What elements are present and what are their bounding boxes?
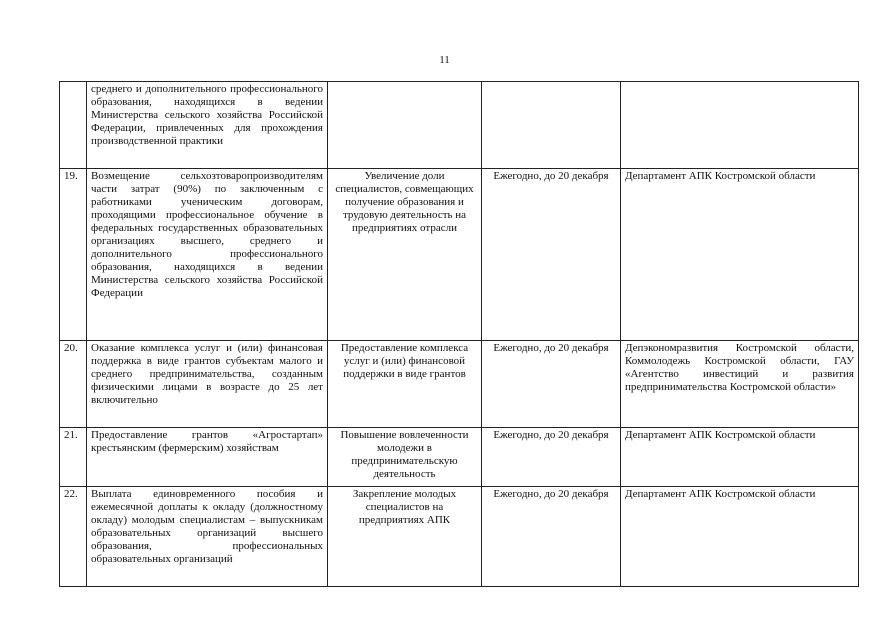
activity-cell: Выплата единовременного пособия и ежемесячной доплаты к окладу (должностному окладу) молодым специалистам – выпускникам образовательных организаций высшего образования, профессиональных образовательных организаций	[87, 487, 328, 587]
result-cell: Предоставление комплекса услуг и (или) финансовой поддержки в виде грантов	[328, 341, 482, 428]
deadline-cell: Ежегодно, до 20 декабря	[482, 487, 621, 587]
result-cell: Увеличение доли специалистов, совмещающих получение образования и трудовую деятельность на предприятиях отрасли	[328, 169, 482, 341]
executor-cell	[621, 82, 859, 169]
executor-cell: Департамент АПК Костромской области	[621, 487, 859, 587]
row-number	[60, 82, 87, 169]
result-cell: Повышение вовлеченности молодежи в предпринимательскую деятельность	[328, 428, 482, 487]
table-row	[60, 82, 859, 169]
row-number: 20.	[60, 341, 87, 428]
table-row	[60, 487, 859, 587]
result-cell: Закрепление молодых специалистов на предприятиях АПК	[328, 487, 482, 587]
deadline-cell: Ежегодно, до 20 декабря	[482, 428, 621, 487]
deadline-cell	[482, 82, 621, 169]
executor-cell: Депэкономразвития Костромской области, Коммолодежь Костромской области, ГАУ «Агентство инвестиций и развития предпринимательства Костромской области»	[621, 341, 859, 428]
executor-cell: Департамент АПК Костромской области	[621, 428, 859, 487]
activity-cell: Возмещение сельхозтоваропроизводителям части затрат (90%) по заключенным с работниками ученическим договорам, проходящими профессиональное обучение в федеральных государственных образовательных организациях высшего, среднего и дополнительного профессионального образования, находящихся в ведении Министерства сельского хозяйства Российской Федерации	[87, 169, 328, 341]
result-cell	[328, 82, 482, 169]
activity-cell: Оказание комплекса услуг и (или) финансовая поддержка в виде грантов субъектам малого и среднего предпринимательства, созданным физическими лицами в возрасте до 25 лет включительно	[87, 341, 328, 428]
deadline-cell: Ежегодно, до 20 декабря	[482, 169, 621, 341]
table-row	[60, 169, 859, 341]
page-number: 11	[439, 54, 450, 66]
activity-cell: Предоставление грантов «Агростартап» крестьянским (фермерским) хозяйствам	[87, 428, 328, 487]
row-number: 22.	[60, 487, 87, 587]
row-number: 19.	[60, 169, 87, 341]
executor-cell: Департамент АПК Костромской области	[621, 169, 859, 341]
deadline-cell: Ежегодно, до 20 декабря	[482, 341, 621, 428]
measures-table	[59, 81, 859, 587]
table-row	[60, 428, 859, 487]
activity-cell: среднего и дополнительного профессионального образования, находящихся в ведении Министерства сельского хозяйства Российской Федерации, привлеченных для прохождения производственной практики	[87, 82, 328, 169]
row-number: 21.	[60, 428, 87, 487]
table-row	[60, 341, 859, 428]
